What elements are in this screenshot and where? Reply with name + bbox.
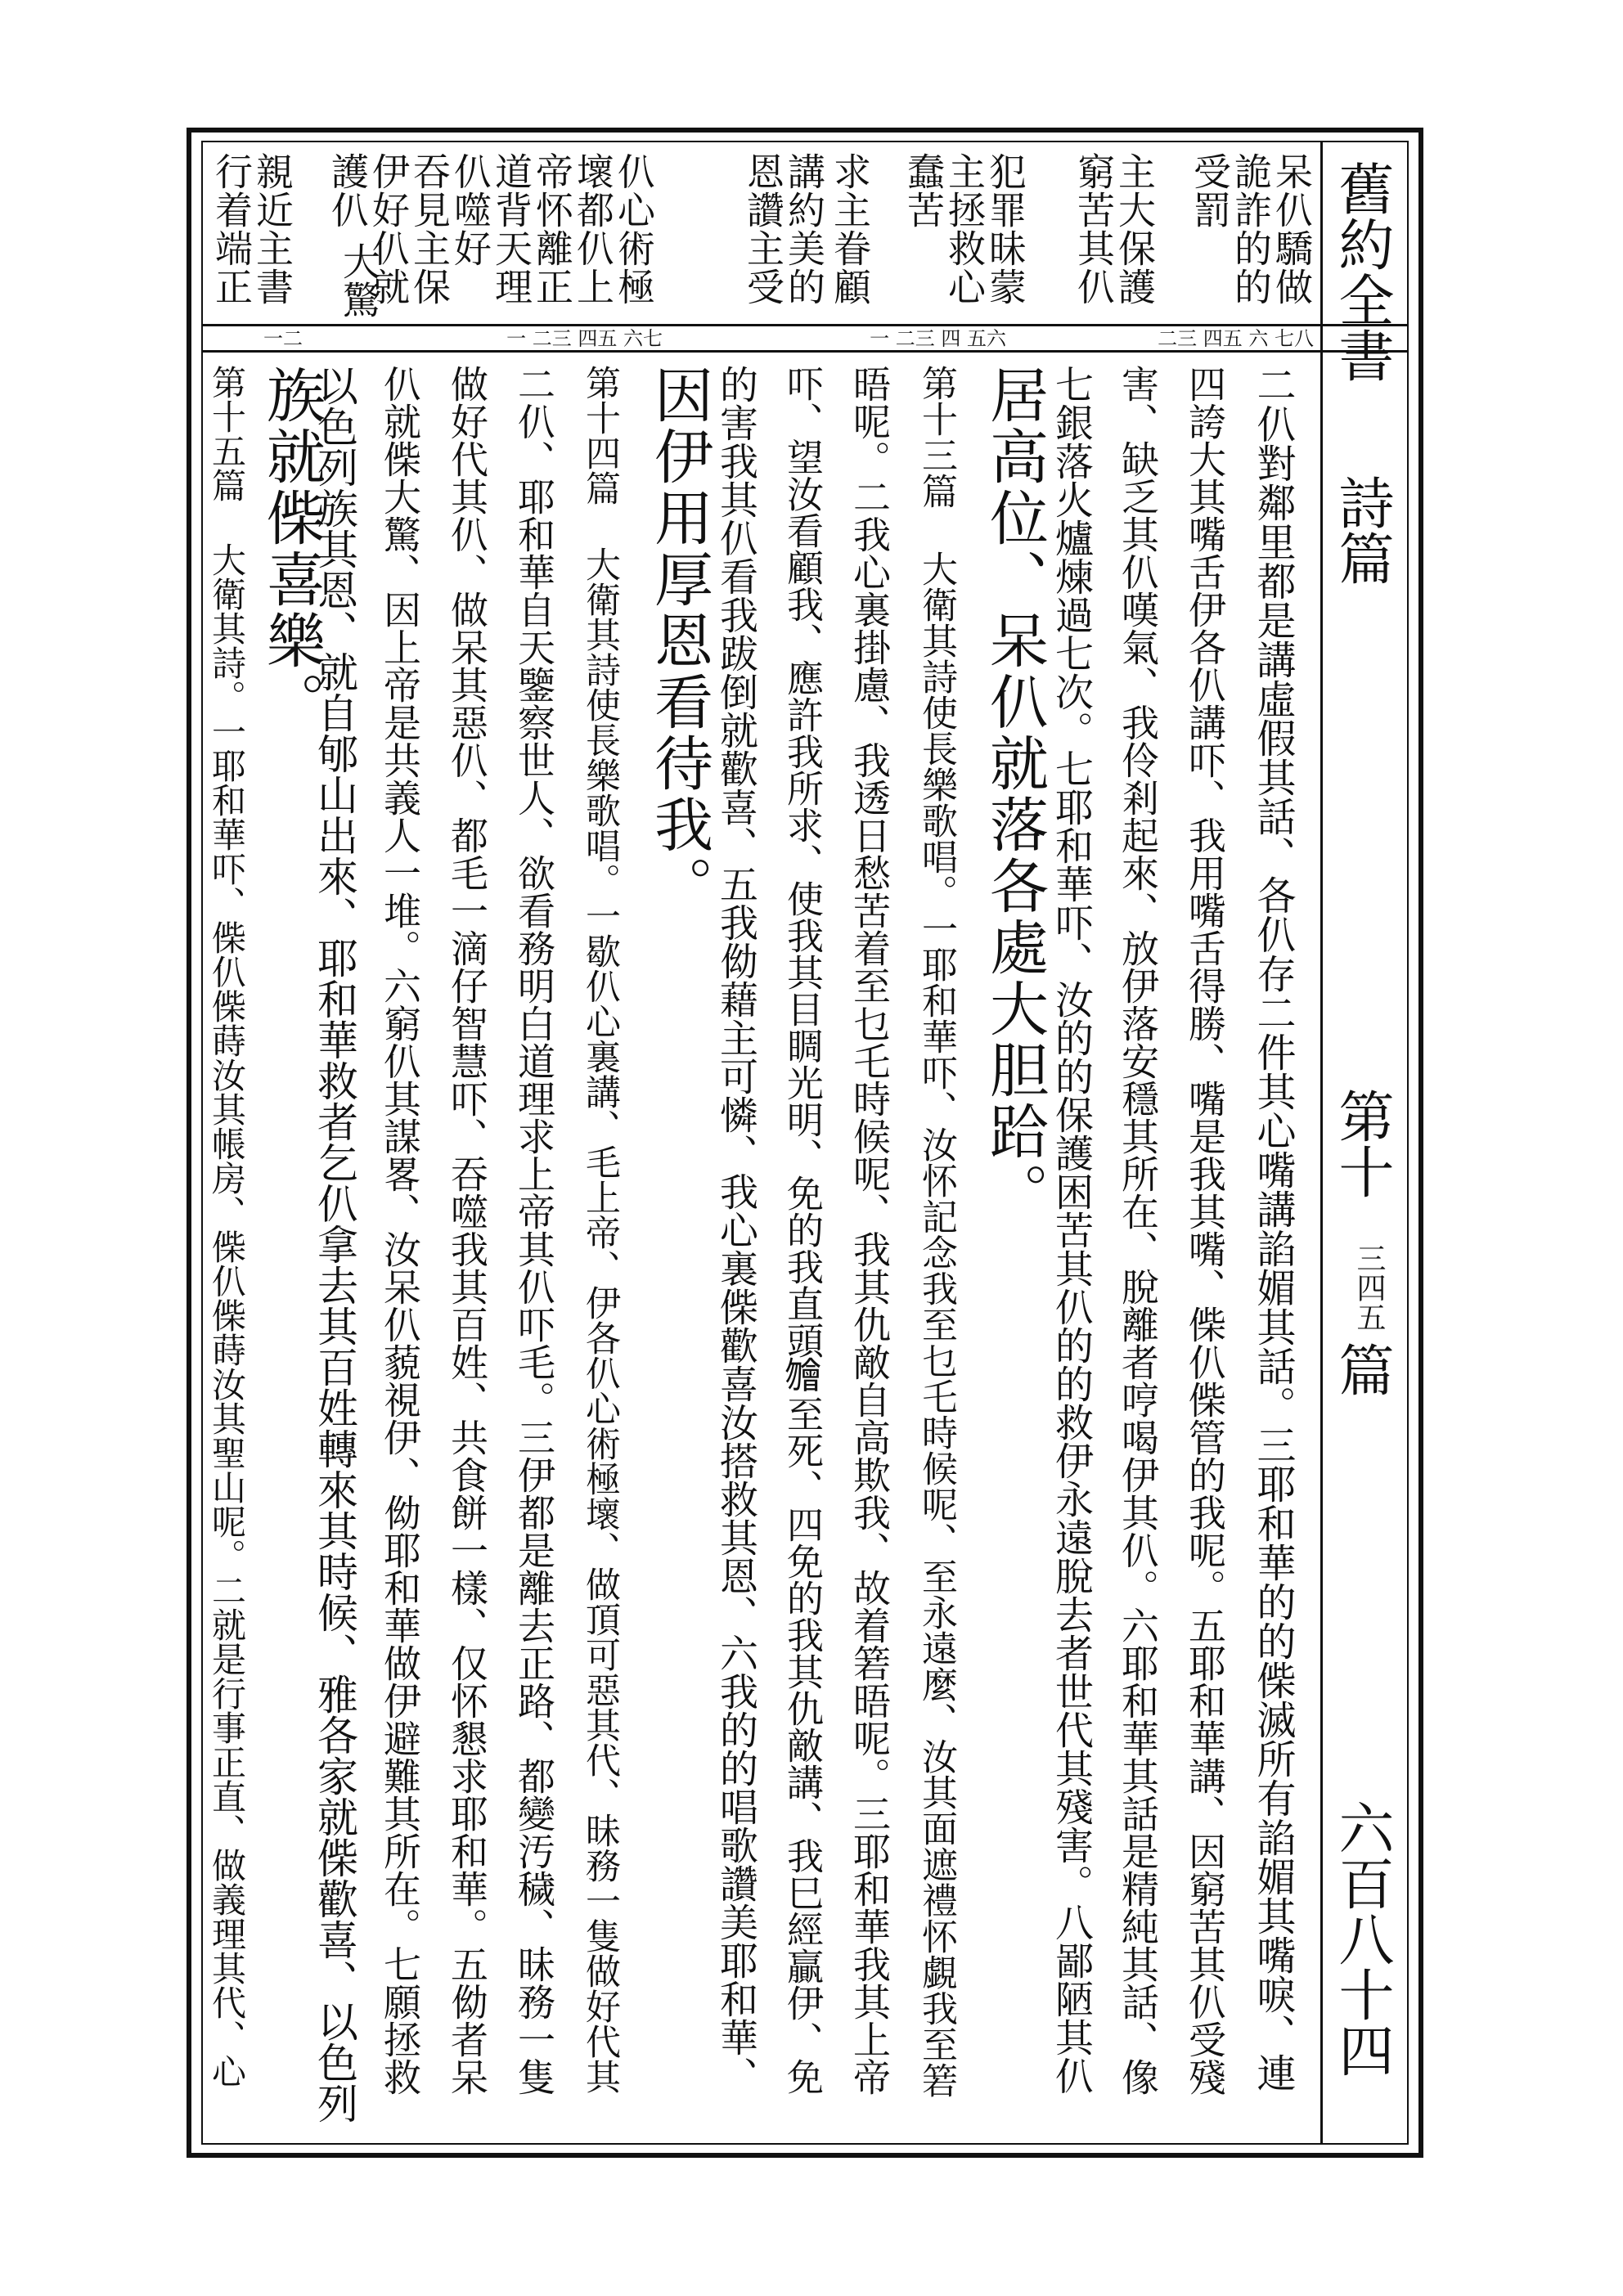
marginal-note: 大驚 — [337, 242, 381, 319]
verse-number-strip: 二三 四五 六 七八 — [1158, 327, 1314, 350]
marginal-note: 道背天理 — [489, 152, 533, 306]
notes-divider — [201, 324, 1409, 326]
marginal-note: 行着端正 — [209, 152, 254, 306]
marginal-note: 主大保護 — [1113, 152, 1157, 306]
text-column: 二仈、耶和華自天鑒察世人、欲看務明白道理求上帝其仈吓毛。三伊都是離去正路、都變汚穢、昧務一隻 — [512, 365, 556, 2096]
marginal-note: 恩讚主受 — [741, 152, 785, 306]
marginal-note: 受罰 — [1188, 152, 1232, 229]
chapter-label: 第十 — [1329, 1088, 1394, 1199]
marginal-note: 仈心術極 — [612, 152, 656, 306]
marginal-note: 蠢苦 — [901, 152, 946, 229]
marginal-note: 帝怀離正 — [530, 152, 574, 306]
text-column: 因伊用厚恩看待我。 — [645, 365, 713, 917]
chapter-numbers: 三四五 — [1352, 1243, 1386, 1332]
page-number: 六百八十四 — [1329, 1800, 1394, 2078]
marginal-note: 詭詐的的 — [1229, 152, 1273, 306]
text-column: 第十四篇 大衛其詩使長樂歌唱。一歇仈心裏講、毛上帝、伊各仈心術極壞、做頂可惡其代、昧務一隻做好代其 — [580, 365, 621, 2094]
text-column: 七銀落火爐煉過七次。七耶和華吓、汝的的保護困苦其仈的的救伊永遠脫去者世代其殘害。八鄙陋其仈 — [1049, 365, 1094, 2095]
text-column: 害、缺乏其仈嘆氣、我伶剎起來、放伊落安穩其所在、脫離者哼喝伊其仈。六耶和華其話是精純其話、像 — [1116, 365, 1160, 2096]
verse-number-strip: 一 二三 四五 六七 — [506, 327, 663, 350]
marginal-note: 仈噬好 — [448, 152, 492, 267]
verse-number-strip: 一二 — [263, 327, 303, 350]
text-column: 的害我其仈看我跋倒就歡喜、五我㑃藉主可憐、我心裏偨歡喜汝搭救其恩、六我的的唱歌讚美耶和華、 — [713, 365, 758, 2095]
marginal-note: 護仈 — [326, 152, 370, 229]
marginal-note: 窮苦其仈 — [1072, 152, 1116, 306]
verse-number-strip: 一 二三 四 五六 — [870, 327, 1006, 350]
book-title: 舊約全書 — [1329, 160, 1394, 383]
text-column: 做好代其仈、做呆其惡仈、都毛一滴仔智慧吓、吞噬我其百姓、共食餅一樣、仅怀懇求耶和華。五㑃者呆 — [445, 365, 489, 2096]
text-column: 四誇大其嘴舌伊各仈講吓、我用嘴舌得勝、嘴是我其嘴、偨仈偨管的我呢。五耶和華講、因窮苦其仈受殘 — [1183, 365, 1227, 2096]
text-column: 第十三篇 大衛其詩使長樂歌唱。一耶和華吓、汝怀記念我至乜乇時候呢、至永遠麼、汝其面遮禮怀覷我至箬 — [915, 365, 957, 2098]
chapter-suffix: 篇 — [1329, 1341, 1394, 1397]
marginal-note: 求主眷顧 — [828, 152, 872, 306]
text-column: 第十五篇 大衛其詩。一耶和華吓、偨仈偨蒔汝其帳房、偨仈偨蒔汝其聖山呢。二就是行事正直、做義理其代、心 — [207, 365, 247, 2088]
text-column: 以色列族其恩、就自郇山出來、耶和華救者乞仈拿去其百姓轉來其時候、雅各家就偨歡喜、以色列 — [311, 365, 358, 2123]
marginal-note: 吞見主保 — [407, 152, 452, 306]
book-section: 詩篇 — [1329, 474, 1394, 586]
marginal-note: 講約美的 — [782, 152, 826, 306]
marginal-note: 犯罪昧蒙 — [983, 152, 1027, 306]
text-column: 仈就偨大驚、因上帝是共義人一堆。六窮仈其謀畧、汝呆仈藐視伊、㑃耶和華做伊避難其所在。七願拯救 — [378, 365, 422, 2096]
text-column: 族就偨喜樂。 — [257, 365, 326, 733]
marginal-note: 呆仈驕做 — [1270, 152, 1314, 306]
verse-number-divider — [201, 350, 1409, 353]
text-column: 居高位、呆仈就落各處大胆跲。 — [980, 365, 1049, 1224]
marginal-note: 主拯救心 — [942, 152, 987, 306]
text-column: 吓、望汝看顧我、應許我所求、使我其目睭光明、免的我直頭𣍐至死、四免的我其仇敵講、我巳經贏伊、免 — [780, 365, 824, 2095]
marginal-note: 伊好仈就 — [366, 152, 411, 306]
marginal-note: 親近主書 — [250, 152, 294, 306]
text-column: 晤呢。二我心裏掛慮、我透日愁苦着至乜乇時候呢、我其仇敵自高欺我、故着箬晤呢。三耶和華我其上帝 — [847, 365, 892, 2096]
header-separator — [1320, 141, 1323, 2145]
text-column: 二仈對鄰里都是講虛假其話、各仈存二件其心嘴講諂媚其話。三耶和華的的偨滅所有諂媚其嘴唳、連 — [1250, 365, 1296, 2092]
marginal-note: 壞都仈上 — [571, 152, 615, 306]
